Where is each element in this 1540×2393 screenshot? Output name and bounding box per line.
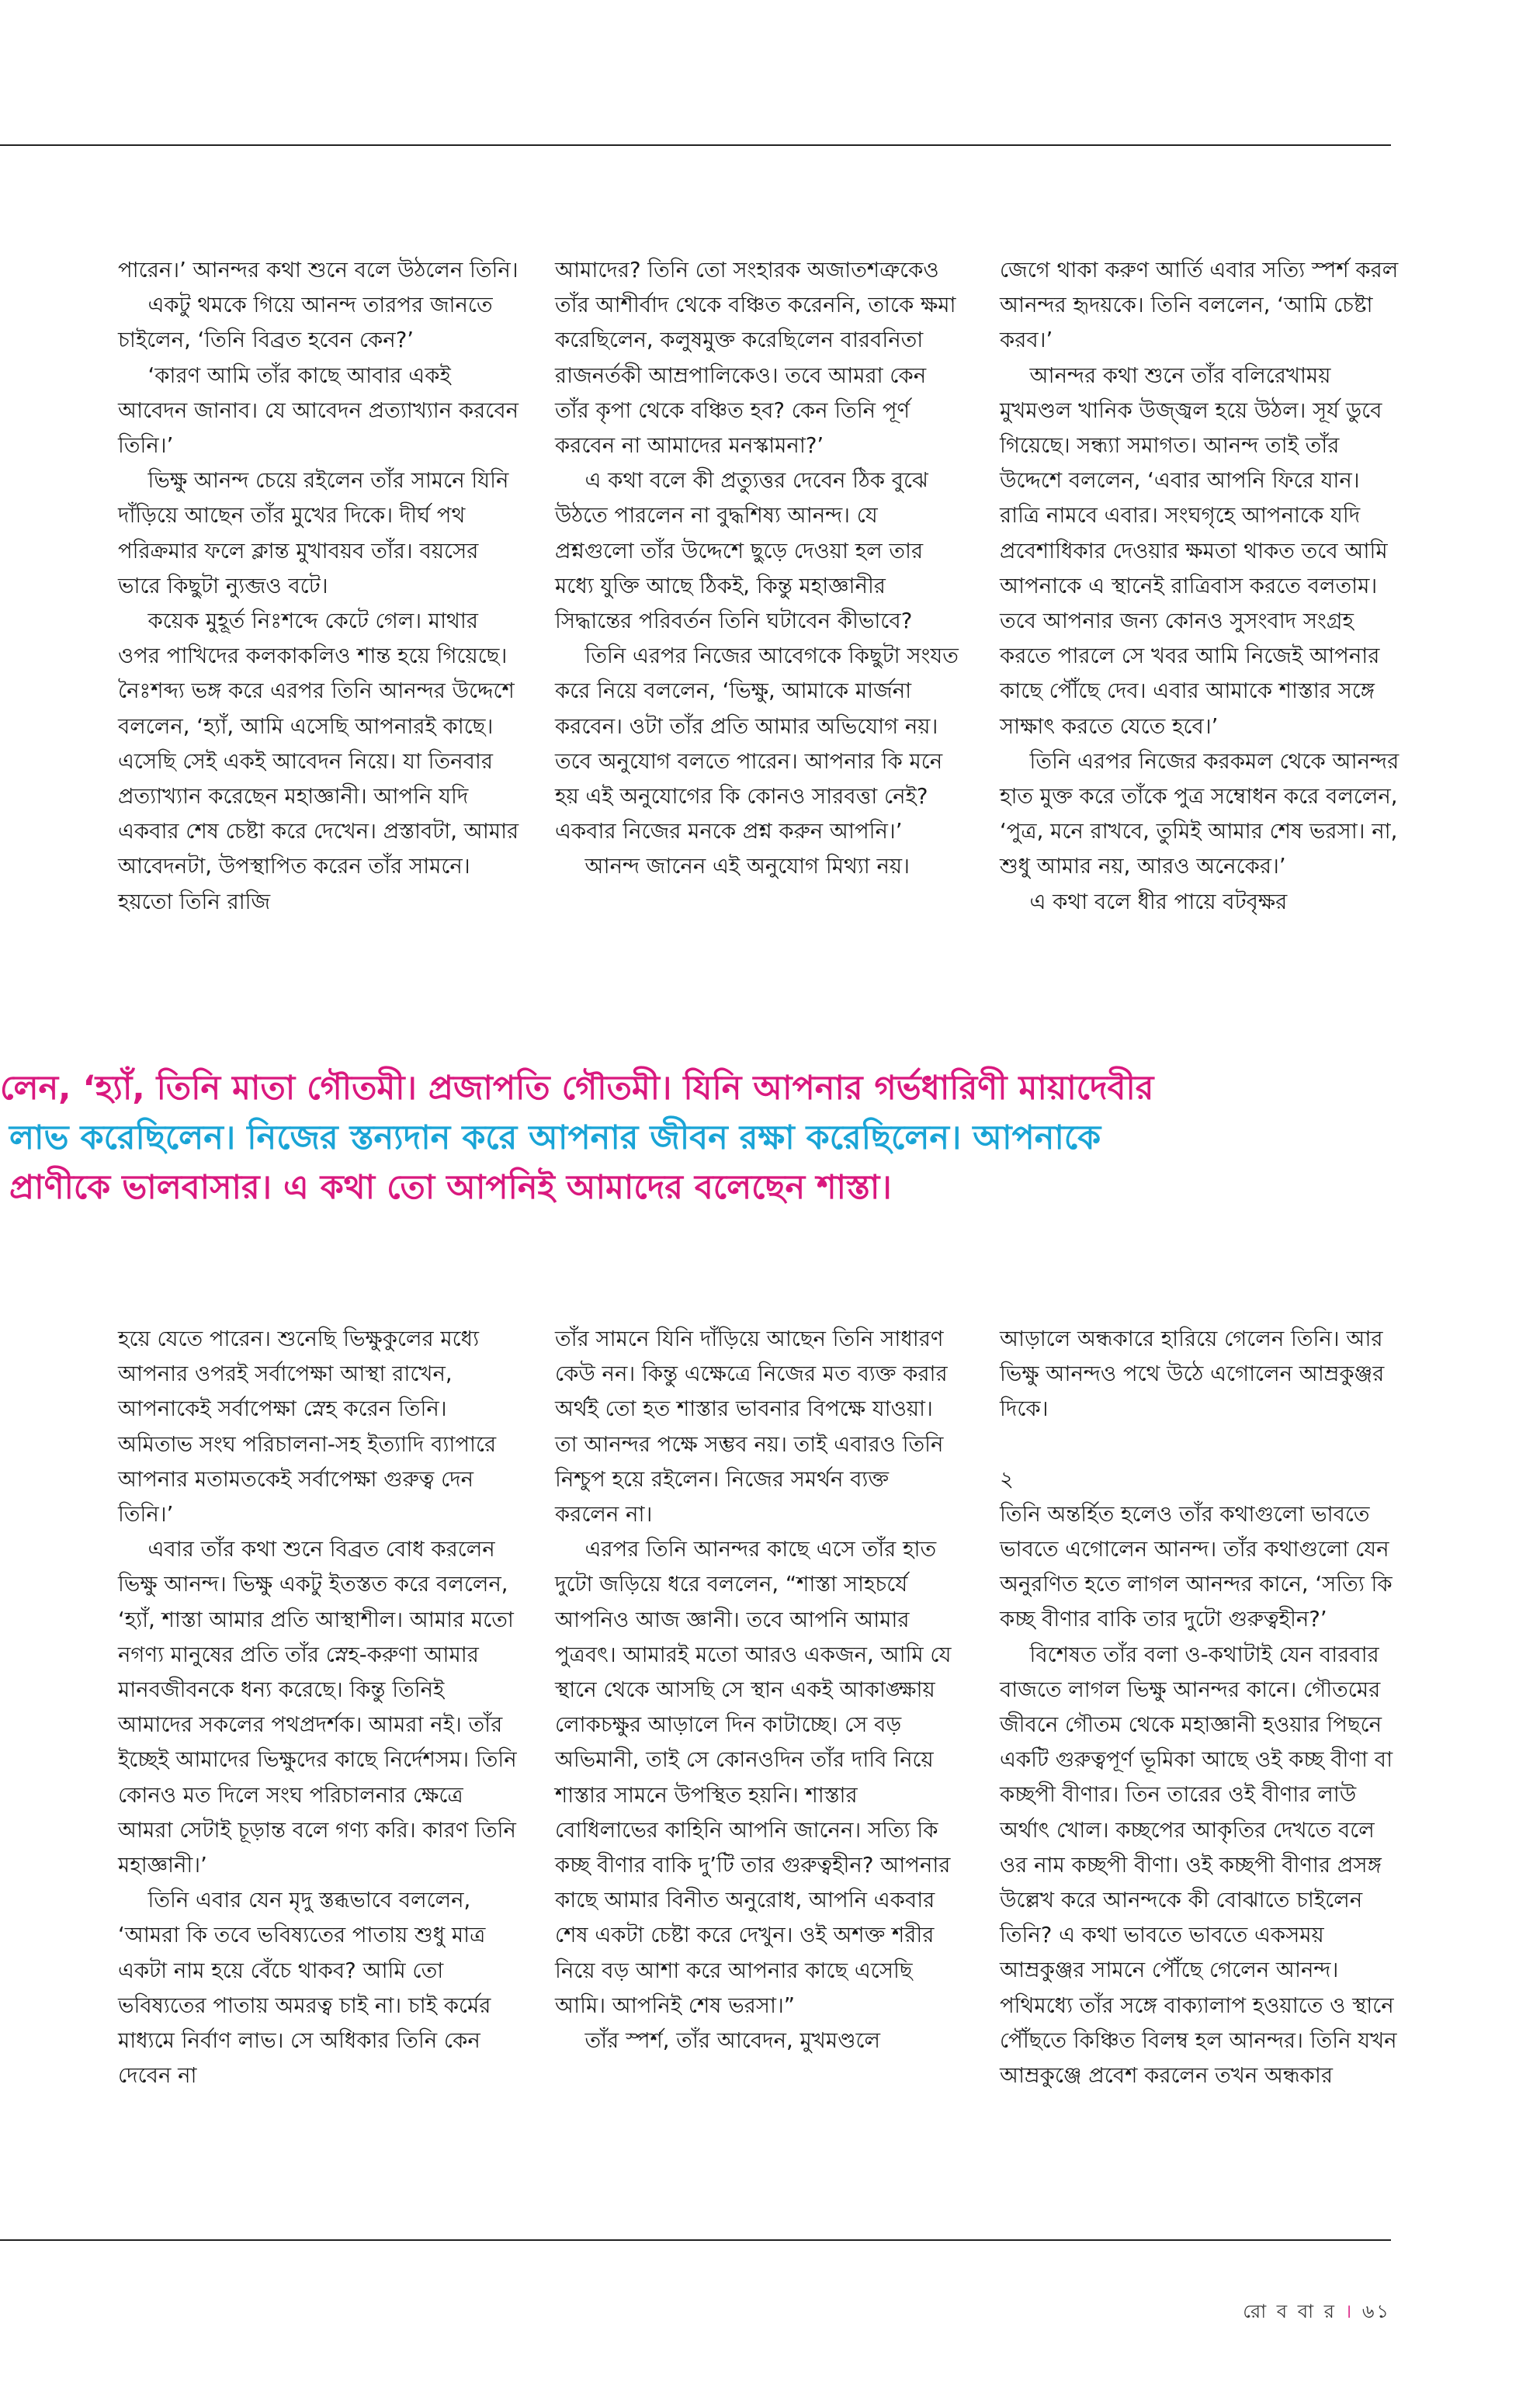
paragraph: ভিক্ষু আনন্দ চেয়ে রইলেন তাঁর সামনে যিনি দাঁড়িয়ে আছেন তাঁর মুখের দিকে। দীর্ঘ পথ পরিক্রমার ফলে ক্লান্ত মুখাবয়ব তাঁর। বয়সের ভারে কিছুটা ন্যুব্জও বটে। [118,468,509,598]
paragraph: পারেন।’ আনন্দর কথা শুনে বলে উঠলেন তিনি। [118,258,519,283]
top-column-2 [555,253,959,885]
paragraph: এরপর তিনি আনন্দর কাছে এসে তাঁর হাত দুটো জড়িয়ে ধরে বললেন, “শাস্তা সাহচর্যে আপনিও আজ জ্ঞানী। তবে আপনি আমার পুত্রবৎ। আমারই মতো আরও একজন, আমি যে স্থানে থেকে আসছি সে স্থান একই আকাঙ্ক্ষায় লোকচক্ষুর আড়ালে দিন কাটাচ্ছে। সে বড় অভিমানী, তাই সে কোনওদিন তাঁর দাবি নিয়ে শাস্তার সামনে উপস্থিত হয়নি। শাস্তার বোধিলাভের কাহিনি আপনি জানেন। সত্যি কি কচ্ছ বীণার বাকি দু’টি তার গুরুত্বহীন? আপনার কাছে আমার বিনীত অনুরোধ, আপনি একবার শেষ একটা চেষ্টা করে দেখুন। ওই অশক্ত শরীর নিয়ে বড় আশা করে আপনার কাছে এসেছি আমি। আপনিই শেষ ভরসা।” [555,1537,952,2018]
paragraph: তিনি এরপর নিজের করকমল থেকে আনন্দর হাত মুক্ত করে তাঁকে পুত্র সম্বোধন করে বললেন, ‘পুত্র, মনে রাখবে, তুমিই আমার শেষ ভরসা। না, শুধু আমার নয়, আরও অনেকের।’ [1000,748,1400,879]
paragraph: তিনি অন্তর্হিত হলেও তাঁর কথাগুলো ভাবতে ভাবতে এগোলেন আনন্দ। তাঁর কথাগুলো যেন অনুরণিত হতে লাগল আনন্দর কানে, ‘সত্যি কি কচ্ছ বীণার বাকি তার দুটো গুরুত্বহীন?’ [1000,1501,1393,1632]
page-folio [1243,2298,1391,2329]
page-number: ৬১ [1361,2301,1391,2322]
paragraph: এ কথা বলে ধীর পায়ে বটবৃক্ষর [1029,889,1288,914]
pull-quote-line-3: প্রাণীকে ভালবাসার। এ কথা তো আপনিই আমাদের বলেছেন শাস্তা। [9,1168,892,1207]
bottom-column-1 [118,1322,522,2093]
top-column-3 [1000,253,1403,920]
paragraph: আমাদের? তিনি তো সংহারক অজাতশত্রুকেও তাঁর আশীর্বাদ থেকে বঞ্চিত করেননি, তাকে ক্ষমা করেছিলেন, কলুষমুক্ত করেছিলেন বারবনিতা রাজনর্তকী আম্রপালিকেও। তবে আমরা কেন তাঁর কৃপা থেকে বঞ্চিত হব? কেন তিনি পূর্ণ করবেন না আমাদের মনস্কামনা?’ [555,258,956,459]
section-number: ২ [1000,1466,1014,1492]
bottom-column-3 [1000,1322,1403,2093]
paragraph: আড়ালে অন্ধকারে হারিয়ে গেলেন তিনি। আর ভিক্ষু আনন্দও পথে উঠে এগোলেন আম্রকুঞ্জর দিকে। [1000,1327,1385,1422]
paragraph: তাঁর সামনে যিনি দাঁড়িয়ে আছেন তিনি সাধারণ কেউ নন। কিন্তু এক্ষেত্রে নিজের মত ব্যক্ত করার অর্থই তো হত শাস্তার ভাবনার বিপক্ষে যাওয়া। তা আনন্দর পক্ষে সম্ভব নয়। তাই এবারও তিনি নিশ্চুপ হয়ে রইলেন। নিজের সমর্থন ব্যক্ত করলেন না। [555,1327,948,1528]
paragraph: জেগে থাকা করুণ আর্তি এবার সত্যি স্পর্শ করল আনন্দর হৃদয়কে। তিনি বললেন, ‘আমি চেষ্টা করব।’ [1000,258,1399,353]
magazine-name: রো ব বা র [1243,2301,1337,2322]
pull-quote [0,1063,1540,1212]
paragraph: একটু থমকে গিয়ে আনন্দ তারপর জানতে চাইলেন, ‘তিনি বিব্রত হবেন কেন?’ [118,293,493,353]
paragraph: ‘কারণ আমি তাঁর কাছে আবার একই আবেদন জানাব। যে আবেদন প্রত্যাখ্যান করবেন তিনি।’ [118,362,519,459]
top-rule [0,144,1391,146]
pull-quote-line-1: লেন, ‘হ্যাঁ, তিনি মাতা গৌতমী। প্রজাপতি গৌতমী। যিনি আপনার গর্ভধারিণী মায়াদেবীর [0,1069,1154,1108]
paragraph: তিনি এরপর নিজের আবেগকে কিছুটা সংযত করে নিয়ে বললেন, ‘ভিক্ষু, আমাকে মার্জনা করবেন। ওটা তাঁর প্রতি আমার অভিযোগ নয়। তবে অনুযোগ বলতে পারেন। আপনার কি মনে হয় এই অনুযোগের কি কোনও সারবত্তা নেই? একবার নিজের মনকে প্রশ্ন করুন আপনি।’ [555,643,959,844]
paragraph: আনন্দ জানেন এই অনুযোগ মিথ্যা নয়। [584,854,910,879]
paragraph: হয়ে যেতে পারেন। শুনেছি ভিক্ষুকুলের মধ্যে আপনার ওপরই সর্বাপেক্ষা আস্থা রাখেন, আপনাকেই সর্বাপেক্ষা স্নেহ করেন তিনি। অমিতাভ সংঘ পরিচালনা-সহ ইত্যাদি ব্যাপারে আপনার মতামতকেই সর্বাপেক্ষা গুরুত্ব দেন তিনি।’ [118,1327,497,1528]
paragraph: আনন্দর কথা শুনে তাঁর বলিরেখাময় মুখমণ্ডল খানিক উজ্জ্বল হয়ে উঠল। সূর্য ডুবে গিয়েছে। সন্ধ্যা সমাগত। আনন্দ তাই তাঁর উদ্দেশে বললেন, ‘এবার আপনি ফিরে যান। রাত্রি নামবে এবার। সংঘগৃহে আপনাকে যদি প্রবেশাধিকার দেওয়ার ক্ষমতা থাকত তবে আমি আপনাকে এ স্থানেই রাত্রিবাস করতে বলতাম। তবে আপনার জন্য কোনও সুসংবাদ সংগ্রহ করতে পারলে সে খবর আমি নিজেই আপনার কাছে পৌঁছে দেব। এবার আমাকে শাস্তার সঙ্গে সাক্ষাৎ করতে যেতে হবে।’ [1000,362,1388,739]
top-column-1 [118,253,522,920]
paragraph: বিশেষত তাঁর বলা ও-কথাটাই যেন বারবার বাজতে লাগল ভিক্ষু আনন্দর কানে। গৌতমের জীবনে গৌতম থেকে মহাজ্ঞানী হওয়ার পিছনে একটি গুরুত্বপূর্ণ ভূমিকা আছে ওই কচ্ছ বীণা বা কচ্ছপী বীণার। তিন তারের ওই বীণার লাউ অর্থাৎ খোল। কচ্ছপের আকৃতির দেখতে বলে ওর নাম কচ্ছপী বীণা। ওই কচ্ছপী বীণার প্রসঙ্গ উল্লেখ করে আনন্দকে কী বোঝাতে চাইলেন তিনি? এ কথা ভাবতে ভাবতে একসময় আম্রকুঞ্জর সামনে পৌঁছে গেলেন আনন্দ। পথিমধ্যে তাঁর সঙ্গে বাক্যালাপ হওয়াতে ও স্থানে পৌঁছতে কিঞ্চিত বিলম্ব হল আনন্দর। তিনি যখন আম্রকুঞ্জে প্রবেশ করলেন তখন অন্ধকার [1000,1642,1397,2089]
paragraph: এ কথা বলে কী প্রত্যুত্তর দেবেন ঠিক বুঝে উঠতে পারলেন না বুদ্ধশিষ্য আনন্দ। যে প্রশ্নগুলো তাঁর উদ্দেশে ছুড়ে দেওয়া হল তার মধ্যে যুক্তি আছে ঠিকই, কিন্তু মহাজ্ঞানীর সিদ্ধান্তের পরিবর্তন তিনি ঘটাবেন কীভাবে? [555,468,928,634]
bottom-column-2 [555,1322,959,2058]
folio-separator: । [1344,2301,1354,2322]
pull-quote-line-2: লাভ করেছিলেন। নিজের স্তন্যদান করে আপনার জীবন রক্ষা করেছিলেন। আপনাকে [9,1118,1101,1157]
bottom-rule [0,2239,1391,2241]
paragraph: কয়েক মুহূর্ত নিঃশব্দে কেটে গেল। মাথার ওপর পাখিদের কলকাকলিও শান্ত হয়ে গিয়েছে। নৈঃশব্দ্য ভঙ্গ করে এরপর তিনি আনন্দর উদ্দেশে বললেন, ‘হ্যাঁ, আমি এসেছি আপনারই কাছে। এসেছি সেই একই আবেদন নিয়ে। যা তিনবার প্রত্যাখ্যান করেছেন মহাজ্ঞানী। আপনি যদি একবার শেষ চেষ্টা করে দেখেন। প্রস্তাবটা, আমার আবেদনটা, উপস্থাপিত করেন তাঁর সামনে। হয়তো তিনি রাজি [118,609,519,914]
paragraph: তিনি এবার যেন মৃদু স্তব্ধভাবে বললেন, ‘আমরা কি তবে ভবিষ্যতের পাতায় শুধু মাত্র একটা নাম হয়ে বেঁচে থাকব? আমি তো ভবিষ্যতের পাতায় অমরত্ব চাই না। চাই কর্মের মাধ্যমে নির্বাণ লাভ। সে অধিকার তিনি কেন দেবেন না [118,1888,491,2089]
paragraph: তাঁর স্পর্শ, তাঁর আবেদন, মুখমণ্ডলে [584,2028,880,2054]
paragraph: এবার তাঁর কথা শুনে বিব্রত বোধ করলেন ভিক্ষু আনন্দ। ভিক্ষু একটু ইতস্তত করে বললেন, ‘হ্যাঁ, শাস্তা আমার প্রতি আস্থাশীল। আমার মতো নগণ্য মানুষের প্রতি তাঁর স্নেহ-করুণা আমার মানবজীবনকে ধন্য করেছে। কিন্তু তিনিই আমাদের সকলের পথপ্রদর্শক। আমরা নই। তাঁর ইচ্ছেই আমাদের ভিক্ষুদের কাছে নির্দেশসম। তিনি কোনও মত দিলে সংঘ পরিচালনার ক্ষেত্রে আমরা সেটাই চূড়ান্ত বলে গণ্য করি। কারণ তিনি মহাজ্ঞানী।’ [118,1537,517,1878]
